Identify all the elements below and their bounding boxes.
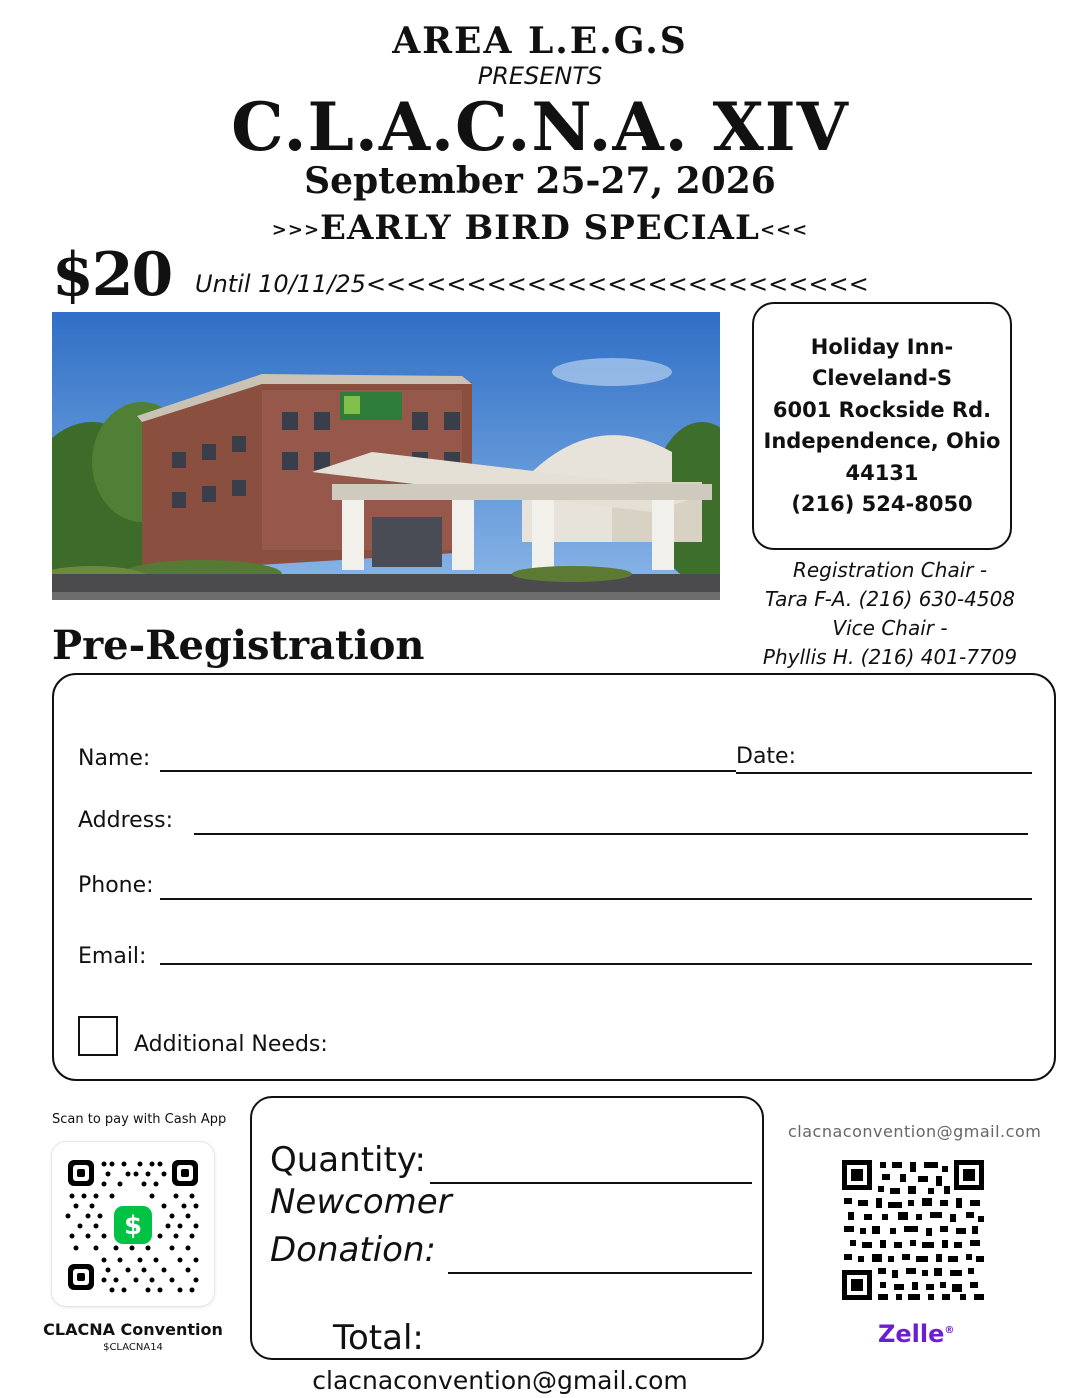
donation-field[interactable] bbox=[448, 1272, 752, 1274]
early-bird-text: EARLY BIRD SPECIAL bbox=[320, 208, 760, 248]
committee-contacts bbox=[740, 556, 1040, 672]
svg-text:$: $ bbox=[123, 1211, 143, 1241]
phone-label: Phone: bbox=[78, 873, 154, 898]
registered-mark-icon: ® bbox=[944, 1325, 955, 1336]
event-dates: September 25-27, 2026 bbox=[304, 160, 776, 202]
quantity-field[interactable] bbox=[430, 1182, 752, 1184]
cash-app-account-name: CLACNA Convention bbox=[43, 1320, 223, 1339]
presents-text: PRESENTS bbox=[477, 62, 603, 90]
donation-label: Donation: bbox=[270, 1230, 436, 1270]
cash-app-cashtag: $CLACNA14 bbox=[103, 1342, 163, 1353]
vice-chair-title: Vice Chair - bbox=[832, 616, 948, 640]
cash-app-qr-card[interactable] bbox=[52, 1142, 214, 1306]
pre-registration-heading: Pre-Registration bbox=[52, 622, 425, 669]
early-bird-left-arrows: >>> bbox=[271, 219, 321, 241]
payment-totals-box bbox=[250, 1096, 764, 1360]
name-field[interactable] bbox=[160, 770, 736, 772]
early-bird-price: $20 bbox=[52, 240, 172, 310]
zelle-logo-text: Zelle bbox=[878, 1320, 945, 1348]
email-field[interactable] bbox=[160, 963, 1032, 965]
zelle-email: clacnaconvention@gmail.com bbox=[788, 1122, 1042, 1141]
hotel-name-line-1: Holiday Inn- bbox=[810, 334, 954, 359]
event-title: C.L.A.C.N.A. XIV bbox=[231, 88, 849, 166]
date-label: Date: bbox=[736, 744, 796, 769]
name-label: Name: bbox=[78, 746, 151, 771]
zelle-logo bbox=[878, 1320, 954, 1348]
hotel-name-line-2: Cleveland-S bbox=[812, 366, 952, 390]
address-label: Address: bbox=[78, 808, 174, 833]
offer-deadline: Until 10/11/25<<<<<<<<<<<<<<<<<<<<<<<<< bbox=[195, 270, 869, 298]
early-bird-right-arrows: <<< bbox=[759, 219, 809, 241]
hotel-info-box bbox=[752, 302, 1012, 550]
hotel-street: 6001 Rockside Rd. bbox=[772, 397, 992, 422]
cash-app-qr-code[interactable] bbox=[52, 1142, 214, 1306]
address-field[interactable] bbox=[194, 833, 1028, 835]
date-field[interactable] bbox=[736, 772, 1032, 774]
registration-chair-contact: Tara F-A. (216) 630-4508 bbox=[764, 587, 1016, 611]
newcomer-label: Newcomer bbox=[270, 1182, 452, 1222]
cash-app-caption: Scan to pay with Cash App bbox=[52, 1112, 227, 1127]
registration-chair-title: Registration Chair - bbox=[792, 558, 988, 582]
vice-chair-contact: Phyllis H. (216) 401-7709 bbox=[762, 645, 1018, 669]
email-label: Email: bbox=[78, 944, 147, 969]
hotel-photo bbox=[52, 312, 720, 600]
footer-contact-email: clacnaconvention@gmail.com bbox=[312, 1366, 688, 1395]
registration-form bbox=[52, 673, 1056, 1081]
additional-needs-checkbox[interactable] bbox=[78, 1016, 118, 1056]
organizer-name: AREA L.E.G.S bbox=[392, 20, 688, 62]
phone-field[interactable] bbox=[160, 898, 1032, 900]
hotel-phone: (216) 524-8050 bbox=[791, 492, 973, 516]
hotel-zip: 44131 bbox=[845, 460, 919, 485]
additional-needs-label: Additional Needs: bbox=[134, 1032, 328, 1057]
zelle-qr-code[interactable] bbox=[842, 1160, 984, 1304]
total-label: Total: bbox=[333, 1318, 424, 1358]
hotel-city-state: Independence, Ohio bbox=[763, 429, 1001, 453]
quantity-label: Quantity: bbox=[270, 1140, 426, 1180]
